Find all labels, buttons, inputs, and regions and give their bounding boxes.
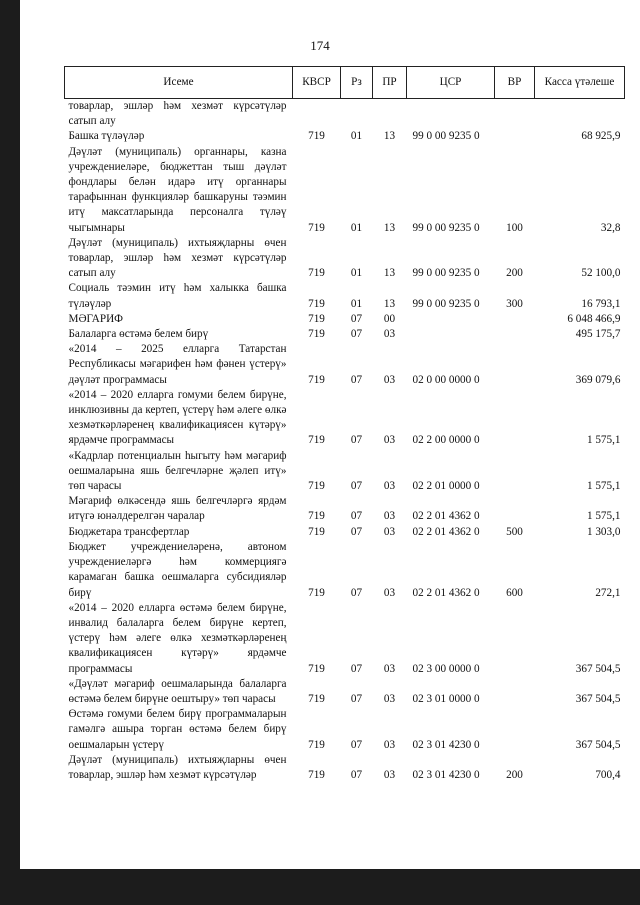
table-row (65, 753, 625, 783)
cell-rz: 07 (350, 328, 363, 341)
table-row (65, 388, 625, 449)
cell-kassa: 272,1 (595, 586, 621, 599)
table-row (65, 145, 625, 236)
cell-kvsr: 719 (308, 221, 325, 234)
cell-kvsr: 719 (308, 328, 325, 341)
cell-vr (495, 707, 535, 753)
cell-kvsr (293, 99, 341, 130)
cell-name: Мәгариф өлкәсендә яшь белгечләргә ярдәм итүгә юнәлдерелгән чаралар (68, 495, 287, 523)
cell-rz: 07 (350, 768, 363, 781)
cell-kassa: 367 504,5 (575, 692, 621, 705)
cell-kvsr: 719 (308, 434, 325, 447)
cell-rz: 07 (350, 312, 363, 325)
cell-kvsr: 719 (308, 662, 325, 675)
cell-pr: 03 (383, 525, 396, 538)
cell-pr: 03 (383, 662, 396, 675)
header-vr: ВР (495, 67, 535, 99)
cell-name: Дәүләт (муниципаль) ихтыяҗларны өчен товарлар, эшләр һәм хезмәт күрсәтүләр сатып алу (68, 236, 287, 280)
cell-pr: 03 (383, 328, 396, 341)
cell-kassa: 16 793,1 (581, 297, 621, 310)
cell-kvsr: 719 (308, 312, 325, 325)
header-rz: Рз (341, 67, 373, 99)
cell-csr: 02 2 00 0000 0 (412, 434, 480, 447)
cell-vr (495, 342, 535, 388)
cell-name: «Кадрлар потенциалын һыгыту һәм мәгариф оешмаларына яшь белгечләрне җәлеп итү» төп чарасы (68, 449, 287, 493)
cell-vr (495, 494, 535, 524)
header-kvsr: КВСР (293, 67, 341, 99)
table-body (65, 99, 625, 784)
cell-vr: 500 (506, 525, 523, 538)
cell-name: товарлар, эшләр һәм хезмәт күрсәтүләр сатып алу (68, 100, 287, 128)
table-row (65, 525, 625, 540)
cell-kvsr: 719 (308, 738, 325, 751)
cell-csr (407, 327, 495, 342)
cell-kassa: 68 925,9 (581, 130, 621, 143)
table-row (65, 99, 625, 130)
cell-csr: 02 3 01 4230 0 (412, 738, 480, 751)
cell-rz: 07 (350, 480, 363, 493)
table-row (65, 327, 625, 342)
page-number: 174 (310, 38, 330, 53)
cell-kvsr: 719 (308, 510, 325, 523)
cell-rz: 07 (350, 738, 363, 751)
cell-csr: 02 3 01 4230 0 (412, 768, 480, 781)
budget-table (64, 66, 625, 783)
cell-vr (495, 327, 535, 342)
scan-bottom-edge (0, 869, 640, 905)
cell-csr: 02 2 01 0000 0 (412, 480, 480, 493)
cell-pr: 13 (383, 267, 396, 280)
header-pr: ПР (373, 67, 407, 99)
cell-kassa: 1 303,0 (586, 525, 621, 538)
cell-csr: 99 0 00 9235 0 (412, 221, 480, 234)
cell-rz: 01 (350, 130, 363, 143)
cell-vr (495, 449, 535, 495)
cell-pr: 03 (383, 510, 396, 523)
cell-vr (495, 99, 535, 130)
cell-vr (495, 677, 535, 707)
header-csr: ЦСР (407, 67, 495, 99)
table-row (65, 677, 625, 707)
cell-csr: 02 2 01 4362 0 (412, 510, 480, 523)
header-name: Исеме (65, 67, 293, 99)
cell-vr: 300 (506, 297, 523, 310)
cell-name: «2014 – 2020 елларга гомуми белем бирүне, инклюзивны да кертеп, үстерү һәм әлеге өлкә хезмәткәрләренең квалификациясен күтәрү» ярдәмче программасы (68, 388, 287, 447)
cell-vr (495, 129, 535, 144)
cell-kassa: 369 079,6 (575, 373, 621, 386)
cell-pr: 03 (383, 434, 396, 447)
cell-pr: 03 (383, 768, 396, 781)
cell-kvsr: 719 (308, 586, 325, 599)
cell-rz: 01 (350, 297, 363, 310)
table-row (65, 342, 625, 388)
table-row (65, 707, 625, 753)
cell-csr: 99 0 00 9235 0 (412, 297, 480, 310)
scan-left-edge (0, 0, 20, 905)
cell-kvsr: 719 (308, 297, 325, 310)
cell-name: Башка түләүләр (68, 130, 145, 143)
cell-csr (407, 312, 495, 327)
cell-vr: 200 (506, 768, 523, 781)
cell-name: Дәүләт (муниципаль) органнары, казна учреждениеләре, бюджеттан тыш дәүләт фондлары белән идарә итү органнары тарафыннан функцияләр башкаруны тәэмин итү максатларында персоналга түләү чыгымнары (68, 145, 287, 234)
cell-pr: 13 (383, 130, 396, 143)
cell-rz: 07 (350, 373, 363, 386)
cell-csr: 02 3 01 0000 0 (412, 692, 480, 705)
cell-pr: 03 (383, 373, 396, 386)
table-row (65, 129, 625, 144)
cell-name: Өстәмә гомуми белем бирү программаларын гамәлгә ашыра торган өстәмә белем бирү оешмаларын үстерү (68, 708, 287, 751)
cell-name: МӘГАРИФ (68, 312, 123, 325)
cell-csr: 02 3 00 0000 0 (412, 662, 480, 675)
cell-name: «2014 – 2025 елларга Татарстан Республикасы мәгарифен һәм фәнен үстерү» дәүләт программасы (68, 343, 287, 386)
cell-pr: 13 (383, 297, 396, 310)
cell-rz: 07 (350, 510, 363, 523)
cell-pr: 03 (383, 586, 396, 599)
cell-csr: 02 0 00 0000 0 (412, 373, 480, 386)
cell-kassa: 1 575,1 (586, 434, 621, 447)
cell-rz: 07 (350, 434, 363, 447)
cell-pr: 03 (383, 692, 396, 705)
cell-csr: 02 2 01 4362 0 (412, 586, 480, 599)
cell-name: «Дәүләт мәгариф оешмаларында балаларга өстәмә белем бирүне оештыру» төп чарасы (68, 677, 287, 705)
cell-kassa: 52 100,0 (581, 267, 621, 280)
table-row (65, 236, 625, 282)
cell-rz: 01 (350, 267, 363, 280)
table-row (65, 601, 625, 677)
cell-kassa: 495 175,7 (575, 328, 621, 341)
cell-kassa (535, 99, 625, 130)
cell-vr (495, 388, 535, 449)
cell-name: Бюджетара трансфертлар (68, 525, 190, 538)
table-header-row (65, 67, 625, 99)
cell-pr: 03 (383, 738, 396, 751)
cell-name: Дәүләт (муниципаль) ихтыяҗларны өчен товарлар, эшләр һәм хезмәт күрсәтүләр (68, 753, 287, 781)
cell-rz: 07 (350, 586, 363, 599)
cell-kvsr: 719 (308, 768, 325, 781)
cell-kvsr: 719 (308, 267, 325, 280)
cell-pr: 03 (383, 480, 396, 493)
cell-name: «2014 – 2020 елларга өстәмә белем бирүне, инвалид балаларга белем бирүне кертеп, үстерү һәм әлеге өлкә хезмәткәрләренең квалификациясен күтәрү» ярдәмче программасы (68, 601, 287, 675)
cell-kvsr: 719 (308, 692, 325, 705)
cell-name: Бюджет учреждениеләренә, автоном учреждениеләргә һәм коммерциягә карамаган башка оешмаларга субсидияләр бирү (68, 540, 287, 599)
header-kassa: Касса үтәлеше (535, 67, 625, 99)
cell-pr: 00 (383, 312, 396, 325)
cell-kassa: 700,4 (595, 768, 621, 781)
cell-pr (373, 99, 407, 130)
cell-kvsr: 719 (308, 130, 325, 143)
cell-name: Балаларга өстәмә белем бирү (68, 328, 209, 341)
cell-kassa: 367 504,5 (575, 662, 621, 675)
cell-rz: 07 (350, 525, 363, 538)
table-row (65, 281, 625, 311)
cell-kvsr: 719 (308, 525, 325, 538)
cell-csr (407, 99, 495, 130)
cell-rz (341, 99, 373, 130)
cell-kassa: 1 575,1 (586, 510, 621, 523)
cell-vr: 100 (506, 221, 523, 234)
cell-kassa: 1 575,1 (586, 480, 621, 493)
cell-vr: 600 (506, 586, 523, 599)
cell-kassa: 6 048 466,9 (567, 312, 621, 325)
table-row (65, 312, 625, 327)
cell-csr: 99 0 00 9235 0 (412, 130, 480, 143)
table-row (65, 540, 625, 601)
table-row (65, 449, 625, 495)
cell-rz: 07 (350, 662, 363, 675)
cell-vr: 200 (506, 267, 523, 280)
cell-kvsr: 719 (308, 373, 325, 386)
cell-csr: 02 2 01 4362 0 (412, 525, 480, 538)
table-row (65, 494, 625, 524)
cell-vr (495, 601, 535, 677)
cell-vr (495, 312, 535, 327)
cell-kvsr: 719 (308, 480, 325, 493)
cell-rz: 07 (350, 692, 363, 705)
cell-kassa: 32,8 (600, 221, 621, 234)
cell-csr: 99 0 00 9235 0 (412, 267, 480, 280)
cell-kassa: 367 504,5 (575, 738, 621, 751)
cell-rz: 01 (350, 221, 363, 234)
cell-name: Социаль тәэмин итү һәм халыкка башка түләүләр (68, 282, 287, 310)
cell-pr: 13 (383, 221, 396, 234)
